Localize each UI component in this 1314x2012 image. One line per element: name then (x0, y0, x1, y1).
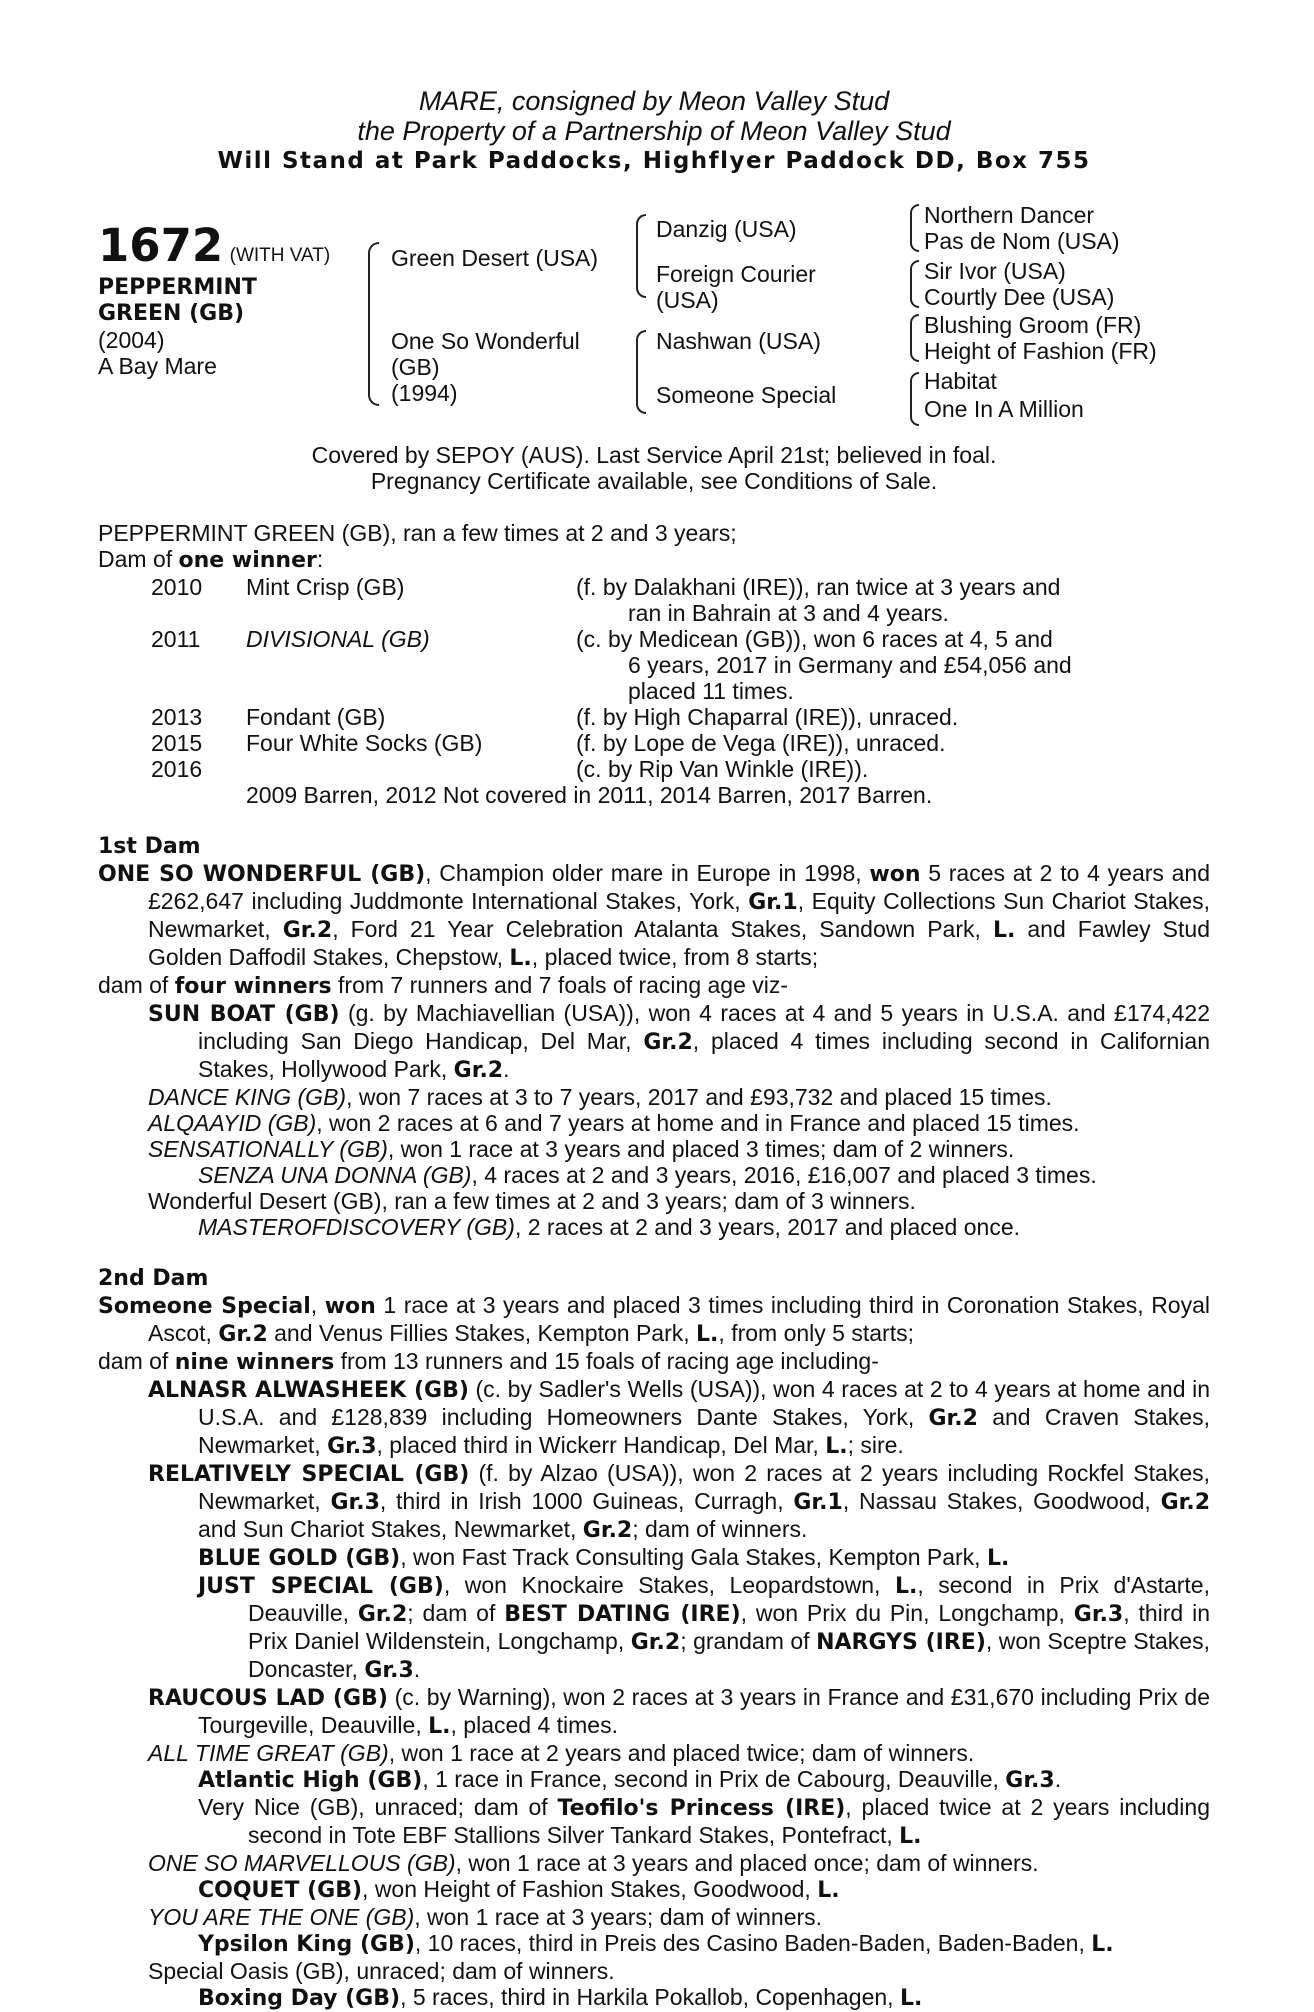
horse-name-line2: GREEN (GB) (98, 301, 245, 326)
grand-offspring-entry: Boxing Day (GB), 5 races, third in Harkila Pokallob, Copenhagen, L. (198, 1984, 923, 2011)
grand-offspring-entry: Atlantic High (GB), 1 race in France, second in Prix de Cabourg, Deauville, Gr.3. (198, 1766, 1062, 1793)
offspring-entry: SUN BOAT (GB) (g. by Machiavellian (USA)), won 4 races at 4 and 5 years in U.S.A. and £174,422 including San Diego Handicap, Del Mar, Gr.2, placed 4 times including second in Californian Stakes, Hollywood Park, Gr.2. (148, 1000, 1210, 1083)
offspring-entry: ALQAAYID (GB), won 2 races at 6 and 7 years at home and in France and placed 15 times. (148, 1110, 1080, 1136)
lot-number: 1672 (98, 219, 224, 272)
sire: Green Desert (USA) (391, 245, 599, 271)
gp-brace-4 (910, 372, 919, 426)
produce-details: (f. by Lope de Vega (IRE)), unraced. (576, 730, 946, 756)
grand-offspring-entry: Very Nice (GB), unraced; dam of Teofilo's Princess (IRE), placed twice at 2 years including second in Tote EBF Stallions Silver Tankard Stakes, Pontefract, L. (198, 1794, 1210, 1849)
produce-year: 2011 (151, 626, 201, 652)
dam-sire: Nashwan (USA) (656, 328, 821, 354)
sire-dam-line1: Foreign Courier (656, 261, 816, 287)
produce-name: Fondant (GB) (246, 704, 386, 730)
horse-description: A Bay Mare (98, 353, 217, 379)
produce-year: 2016 (151, 756, 203, 782)
produce-name: Four White Socks (GB) (246, 730, 483, 756)
dam-line3: (1994) (391, 380, 458, 406)
first-dam-section (98, 834, 1210, 1240)
produce-record (98, 520, 1210, 808)
gp-brace-3 (910, 314, 919, 362)
dam-line2: (GB) (391, 354, 440, 380)
produce-details-cont: placed 11 times. (628, 678, 794, 704)
dam-sire-dam: Height of Fashion (FR) (924, 338, 1157, 364)
produce-row (98, 730, 1210, 756)
produce-name: DIVISIONAL (GB) (246, 626, 430, 652)
dam-dam-sire: Habitat (924, 368, 997, 394)
pedigree-table (98, 202, 1210, 450)
offspring-entry: RAUCOUS LAD (GB) (c. by Warning), won 2 races at 3 years in France and £31,670 including Prix de Tourgeville, Deauville, L., placed 4 times. (148, 1684, 1210, 1739)
dam-dam: Someone Special (656, 382, 837, 408)
produce-details: (f. by Dalakhani (IRE)), ran twice at 3 years and (576, 574, 1061, 600)
second-dam-record: Someone Special, won 1 race at 3 years and placed 3 times including third in Coronation Stakes, Royal Ascot, Gr.2 and Venus Fillies Stakes, Kempton Park, L., from only 5 starts; (98, 1292, 1210, 1347)
sire-dam-dam: Courtly Dee (USA) (924, 284, 1115, 310)
grand-offspring-entry: MASTEROFDISCOVERY (GB), 2 races at 2 and 3 years, 2017 and placed once. (198, 1214, 1021, 1240)
gp-brace-2 (910, 260, 919, 308)
offspring-entry: YOU ARE THE ONE (GB), won 1 race at 3 years; dam of winners. (148, 1904, 823, 1930)
produce-row (98, 574, 1210, 600)
lot-header (98, 86, 1210, 176)
pregnancy-certificate: Pregnancy Certificate available, see Conditions of Sale. (370, 468, 938, 494)
produce-year: 2013 (151, 704, 203, 730)
produce-details-cont: 6 years, 2017 in Germany and £54,056 and (628, 652, 1072, 678)
produce-details: (c. by Rip Van Winkle (IRE)). (576, 756, 869, 782)
grand-offspring-entry: JUST SPECIAL (GB), won Knockaire Stakes, Leopardstown, L., second in Prix d'Astarte, Deauville, Gr.2; dam of BEST DATING (IRE), won Prix du Pin, Longchamp, Gr.3, third in Prix Daniel Wildenstein, Longchamp, Gr.2; grandam of NARGYS (IRE), won Sceptre Stakes, Doncaster, Gr.3. (198, 1572, 1210, 1683)
covered-by: Covered by SEPOY (AUS). Last Service April 21st; believed in foal. (311, 442, 997, 468)
dam-dam-dam: One In A Million (924, 396, 1084, 422)
location-line: Will Stand at Park Paddocks, Highflyer Paddock DD, Box 755 (217, 148, 1091, 174)
horse-name-line1: PEPPERMINT (98, 275, 257, 300)
produce-details: (f. by High Chaparral (IRE)), unraced. (576, 704, 959, 730)
offspring-entry: SENSATIONALLY (GB), won 1 race at 3 years and placed 3 times; dam of 2 winners. (148, 1136, 1015, 1162)
consignment-line: MARE, consigned by Meon Valley Stud (418, 86, 890, 116)
grand-offspring-entry: BLUE GOLD (GB), won Fast Track Consulting Gala Stakes, Kempton Park, L. (198, 1544, 1010, 1571)
offspring-entry: ONE SO MARVELLOUS (GB), won 1 race at 3 years and placed once; dam of winners. (148, 1850, 1039, 1876)
sire-dam-sire: Sir Ivor (USA) (924, 258, 1066, 284)
produce-row (98, 704, 1210, 730)
lot-number-line (98, 219, 331, 272)
second-dam-heading: 2nd Dam (98, 1266, 209, 1291)
second-dam-dam-of: dam of nine winners from 13 runners and 15 foals of racing age including- (98, 1348, 879, 1375)
first-dam-heading: 1st Dam (98, 834, 201, 859)
offspring-entry: ALL TIME GREAT (GB), won 1 race at 2 years and placed twice; dam of winners. (148, 1740, 975, 1766)
produce-details-cont: ran in Bahrain at 3 and 4 years. (628, 600, 949, 626)
gp-brace-1 (910, 204, 919, 252)
produce-year: 2015 (151, 730, 203, 756)
dam-line1: One So Wonderful (391, 328, 580, 354)
offspring-entry: Special Oasis (GB), unraced; dam of winners. (148, 1958, 615, 1984)
dam-sire-sire: Blushing Groom (FR) (924, 312, 1142, 338)
second-dam-section (98, 1266, 1210, 2012)
grand-offspring-entry: Ypsilon King (GB), 10 races, third in Preis des Casino Baden-Baden, Baden-Baden, L. (198, 1930, 1114, 1957)
produce-name: Mint Crisp (GB) (246, 574, 405, 600)
offspring-entry: ALNASR ALWASHEEK (GB) (c. by Sadler's Wells (USA)), won 4 races at 2 to 4 years at home and in U.S.A. and £128,839 including Homeowners Dante Stakes, York, Gr.2 and Craven Stakes, Newmarket, Gr.3, placed third in Wickerr Handicap, Del Mar, L.; sire. (148, 1376, 1210, 1459)
vat-note: (WITH VAT) (229, 245, 331, 266)
property-line: the Property of a Partnership of Meon Valley Stud (357, 116, 951, 146)
grand-offspring-entry: COQUET (GB), won Height of Fashion Stakes, Goodwood, L. (198, 1876, 840, 1903)
produce-intro: PEPPERMINT GREEN (GB), ran a few times at 2 and 3 years; (98, 520, 737, 546)
sire-parents-brace (636, 214, 646, 298)
horse-year: (2004) (98, 327, 165, 353)
produce-year: 2010 (151, 574, 203, 600)
sire-sire: Danzig (USA) (656, 216, 797, 242)
sire-dam-brace (368, 242, 379, 406)
catalogue-page (98, 86, 1210, 2012)
sire-dam-line2: (USA) (656, 287, 719, 313)
barren-years: 2009 Barren, 2012 Not covered in 2011, 2014 Barren, 2017 Barren. (246, 782, 933, 808)
produce-details: (c. by Medicean (GB)), won 6 races at 4, 5 and (576, 626, 1053, 652)
first-dam-record: ONE SO WONDERFUL (GB), Champion older mare in Europe in 1998, won 5 races at 2 to 4 years and £262,647 including Juddmonte International Stakes, York, Gr.1, Equity Collections Sun Chariot Stakes, Newmarket, Gr.2, Ford 21 Year Celebration Atalanta Stakes, Sandown Park, L. and Fawley Stud Golden Daffodil Stakes, Chepstow, L., placed twice, from 8 starts; (98, 860, 1211, 971)
sire-sire-sire: Northern Dancer (924, 202, 1095, 228)
produce-row (98, 756, 1210, 782)
produce-dam-of: Dam of one winner: (98, 546, 324, 573)
offspring-entry: RELATIVELY SPECIAL (GB) (f. by Alzao (USA)), won 2 races at 2 years including Rockfel Stakes, Newmarket, Gr.3, third in Irish 1000 Guineas, Curragh, Gr.1, Nassau Stakes, Goodwood, Gr.2 and Sun Chariot Stakes, Newmarket, Gr.2; dam of winners. (148, 1460, 1210, 1543)
grand-offspring-entry: SENZA UNA DONNA (GB), 4 races at 2 and 3 years, 2016, £16,007 and placed 3 times. (198, 1162, 1097, 1188)
offspring-entry: Wonderful Desert (GB), ran a few times at 2 and 3 years; dam of 3 winners. (148, 1188, 916, 1214)
dam-parents-brace (636, 330, 646, 414)
first-dam-dam-of: dam of four winners from 7 runners and 7 foals of racing age viz- (98, 972, 789, 999)
sire-sire-dam: Pas de Nom (USA) (924, 228, 1120, 254)
produce-row (98, 626, 1210, 652)
offspring-entry: DANCE KING (GB), won 7 races at 3 to 7 years, 2017 and £93,732 and placed 15 times. (148, 1084, 1052, 1110)
